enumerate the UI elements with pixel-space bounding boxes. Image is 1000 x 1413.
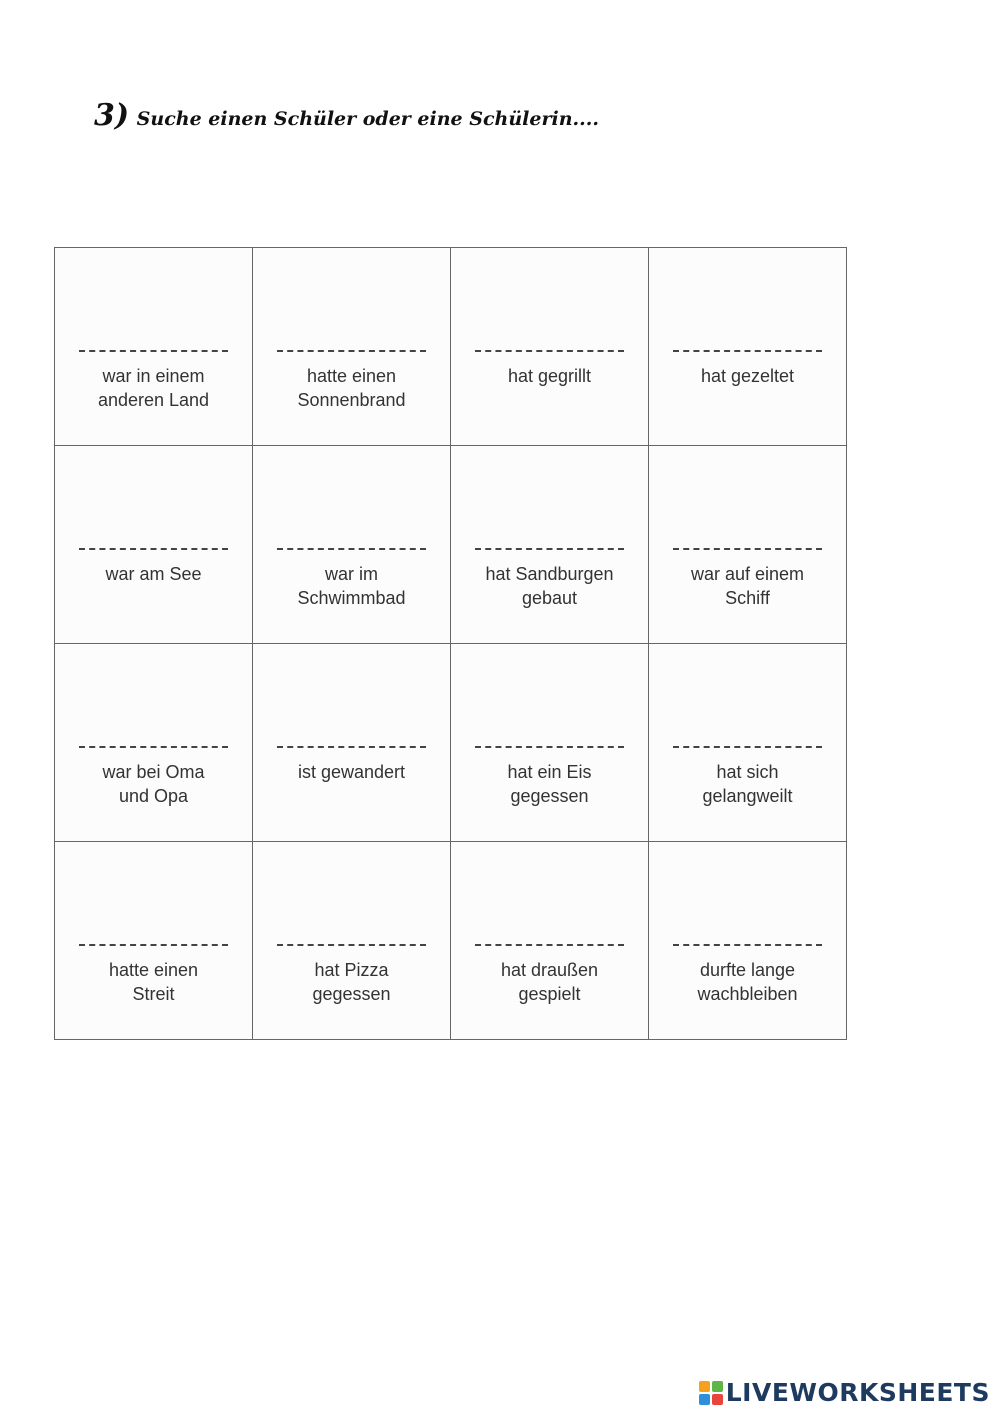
cell-label: hatte einen Streit xyxy=(108,960,199,1004)
name-blank[interactable] xyxy=(673,944,822,946)
name-blank[interactable] xyxy=(277,746,426,748)
bingo-cell xyxy=(649,248,847,446)
cell-label: hatte einen Sonnenbrand xyxy=(297,366,406,410)
cell-label: hat ein Eis gegessen xyxy=(507,762,592,806)
bingo-cell xyxy=(451,248,649,446)
brand-name: LIVEWORKSHEETS xyxy=(725,1378,990,1407)
bingo-cell xyxy=(55,248,253,446)
bingo-grid xyxy=(54,247,847,1040)
name-blank[interactable] xyxy=(475,350,624,352)
name-blank[interactable] xyxy=(79,548,228,550)
bingo-cell xyxy=(451,644,649,842)
name-blank[interactable] xyxy=(673,548,822,550)
cell-label: hat Sandburgen gebaut xyxy=(485,564,614,608)
cell-label: hat Pizza gegessen xyxy=(312,960,391,1004)
name-blank[interactable] xyxy=(673,746,822,748)
name-blank[interactable] xyxy=(79,746,228,748)
name-blank[interactable] xyxy=(277,350,426,352)
bingo-cell xyxy=(253,644,451,842)
bingo-cell xyxy=(55,842,253,1040)
exercise-instruction: Suche einen Schüler oder eine Schülerin.... xyxy=(136,108,599,130)
cell-label: ist gewandert xyxy=(297,762,406,782)
name-blank[interactable] xyxy=(79,944,228,946)
bingo-cell xyxy=(649,644,847,842)
cell-label: war bei Oma und Opa xyxy=(102,762,205,806)
liveworksheets-logo xyxy=(699,1378,990,1407)
logo-icon xyxy=(699,1381,723,1405)
cell-label: hat draußen gespielt xyxy=(500,960,599,1004)
cell-label: war im Schwimmbad xyxy=(297,564,406,608)
cell-label: hat sich gelangweilt xyxy=(702,762,793,806)
bingo-cell xyxy=(649,446,847,644)
bingo-cell xyxy=(451,842,649,1040)
name-blank[interactable] xyxy=(475,944,624,946)
cell-label: war in einem anderen Land xyxy=(97,366,210,410)
exercise-heading xyxy=(94,98,599,133)
name-blank[interactable] xyxy=(79,350,228,352)
name-blank[interactable] xyxy=(673,350,822,352)
bingo-cell xyxy=(253,842,451,1040)
cell-label: hat gezeltet xyxy=(700,366,795,386)
name-blank[interactable] xyxy=(475,746,624,748)
bingo-cell xyxy=(253,446,451,644)
cell-label: durfte lange wachbleiben xyxy=(697,960,798,1004)
bingo-cell xyxy=(649,842,847,1040)
cell-label: war auf einem Schiff xyxy=(690,564,805,608)
bingo-cell xyxy=(55,446,253,644)
exercise-number: 3) xyxy=(94,98,130,133)
name-blank[interactable] xyxy=(277,548,426,550)
name-blank[interactable] xyxy=(475,548,624,550)
name-blank[interactable] xyxy=(277,944,426,946)
bingo-cell xyxy=(253,248,451,446)
cell-label: war am See xyxy=(105,564,202,584)
bingo-cell xyxy=(451,446,649,644)
cell-label: hat gegrillt xyxy=(507,366,592,386)
bingo-cell xyxy=(55,644,253,842)
